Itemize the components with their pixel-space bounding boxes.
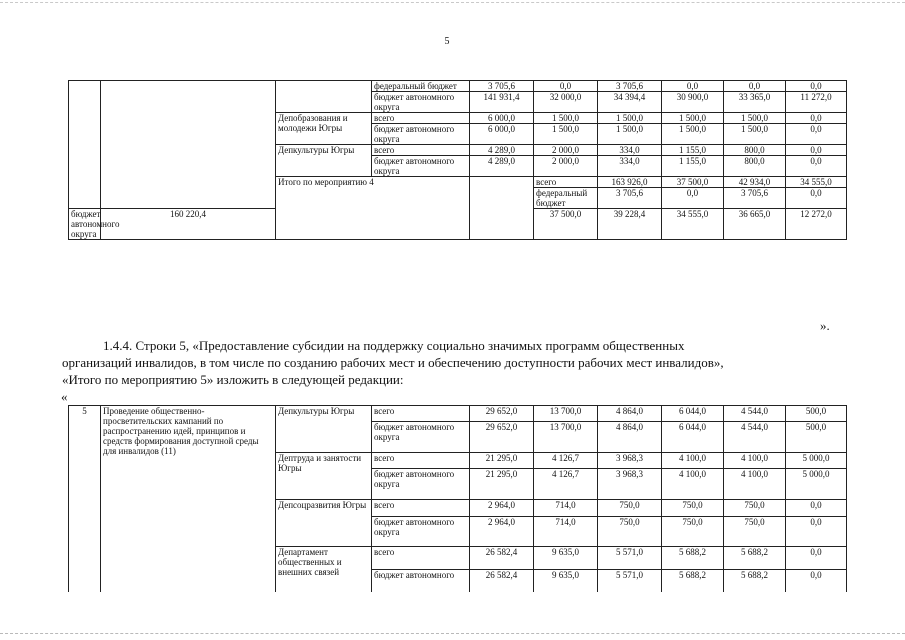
amount-cell: 750,0 — [724, 516, 786, 547]
funding-source-cell: федеральный бюджет — [534, 188, 598, 209]
amount-cell: 0,0 — [534, 81, 598, 92]
amount-cell: 0,0 — [786, 188, 847, 209]
funding-source-cell: всего — [372, 406, 470, 422]
amount-cell: 714,0 — [534, 500, 598, 516]
table-row — [69, 406, 847, 422]
amount-cell: 11 272,0 — [786, 92, 847, 113]
department-cell — [276, 81, 372, 113]
department-cell: Департамент общественных и внешних связей — [276, 547, 372, 592]
funding-source-cell: бюджет автономного округа — [69, 209, 101, 240]
amount-cell: 163 926,0 — [598, 177, 662, 188]
funding-source-cell: всего — [372, 500, 470, 516]
amount-cell: 500,0 — [786, 406, 847, 422]
amount-cell: 160 220,4 — [101, 209, 276, 240]
total-label-cell: Итого по мероприятию 4 — [276, 177, 470, 240]
amount-cell: 39 228,4 — [598, 209, 662, 240]
amount-cell: 1 500,0 — [724, 113, 786, 124]
amount-cell: 3 705,6 — [598, 81, 662, 92]
amount-cell: 5 688,2 — [662, 570, 724, 592]
scan-edge-top — [0, 2, 905, 3]
amount-cell: 0,0 — [724, 81, 786, 92]
budget-table-continued — [68, 80, 847, 240]
funding-source-cell: бюджет автономного округа — [372, 156, 470, 177]
amount-cell: 3 705,6 — [470, 81, 534, 92]
amount-cell: 2 000,0 — [534, 156, 598, 177]
amount-cell: 2 964,0 — [470, 516, 534, 547]
amount-cell: 0,0 — [786, 570, 847, 592]
amount-cell: 4 100,0 — [662, 453, 724, 469]
department-cell: Депкультуры Югры — [276, 406, 372, 453]
amount-cell: 4 100,0 — [662, 469, 724, 500]
amendment-paragraph-line-2: организаций инвалидов, в том числе по созданию рабочих мест и обеспечению доступности рабочих мест инвалидов», — [62, 355, 724, 370]
amount-cell: 750,0 — [598, 500, 662, 516]
amount-cell: 141 931,4 — [470, 92, 534, 113]
amount-cell: 9 635,0 — [534, 570, 598, 592]
amount-cell: 0,0 — [786, 113, 847, 124]
amount-cell: 6 044,0 — [662, 422, 724, 453]
amount-cell: 1 500,0 — [534, 124, 598, 145]
funding-source-cell: всего — [372, 145, 470, 156]
table-row — [69, 81, 847, 92]
amount-cell: 13 700,0 — [534, 422, 598, 453]
amount-cell: 4 289,0 — [470, 145, 534, 156]
page-number: 5 — [444, 36, 450, 47]
amount-cell: 500,0 — [786, 422, 847, 453]
amount-cell: 0,0 — [786, 500, 847, 516]
funding-source-cell: бюджет автономного — [372, 570, 470, 592]
amount-cell: 5 000,0 — [786, 469, 847, 500]
amount-cell: 2 000,0 — [534, 145, 598, 156]
event-name-cell — [101, 81, 276, 209]
amount-cell: 42 934,0 — [724, 177, 786, 188]
amount-cell: 5 688,2 — [724, 570, 786, 592]
amount-cell: 750,0 — [662, 516, 724, 547]
amount-cell: 26 582,4 — [470, 547, 534, 570]
amount-cell: 4 544,0 — [724, 406, 786, 422]
amount-cell: 5 571,0 — [598, 547, 662, 570]
funding-source-cell: всего — [372, 453, 470, 469]
amount-cell: 34 555,0 — [786, 177, 847, 188]
budget-table-new-edition — [68, 405, 847, 592]
amount-cell: 3 968,3 — [598, 453, 662, 469]
amount-cell: 4 864,0 — [598, 422, 662, 453]
amount-cell: 4 100,0 — [724, 453, 786, 469]
amount-cell: 1 155,0 — [662, 145, 724, 156]
amount-cell: 4 544,0 — [724, 422, 786, 453]
amount-cell: 1 500,0 — [534, 113, 598, 124]
amount-cell: 2 964,0 — [470, 500, 534, 516]
amount-cell: 29 652,0 — [470, 406, 534, 422]
amount-cell: 36 665,0 — [724, 209, 786, 240]
department-cell: Дептруда и занятости Югры — [276, 453, 372, 500]
amount-cell: 21 295,0 — [470, 469, 534, 500]
amount-cell: 4 126,7 — [534, 453, 598, 469]
funding-source-cell: всего — [372, 113, 470, 124]
amount-cell: 334,0 — [598, 156, 662, 177]
amount-cell: 1 155,0 — [662, 156, 724, 177]
funding-source-cell: бюджет автономного округа — [372, 422, 470, 453]
amount-cell: 5 688,2 — [724, 547, 786, 570]
amendment-paragraph-line-3: «Итого по мероприятию 5» изложить в следующей редакции: — [62, 372, 404, 387]
amount-cell: 30 900,0 — [662, 92, 724, 113]
amount-cell: 5 688,2 — [662, 547, 724, 570]
department-cell: Депобразования и молодежи Югры — [276, 113, 372, 145]
amount-cell: 5 000,0 — [786, 453, 847, 469]
row-number-cell: 5 — [69, 406, 101, 593]
amount-cell: 0,0 — [786, 156, 847, 177]
amount-cell: 0,0 — [786, 124, 847, 145]
amount-cell: 33 365,0 — [724, 92, 786, 113]
funding-source-cell: бюджет автономного округа — [372, 92, 470, 113]
amount-cell: 34 555,0 — [662, 209, 724, 240]
row-number-cell — [69, 81, 101, 209]
amount-cell: 0,0 — [786, 547, 847, 570]
amount-cell: 12 272,0 — [786, 209, 847, 240]
amount-cell: 5 571,0 — [598, 570, 662, 592]
amount-cell: 1 500,0 — [662, 124, 724, 145]
amount-cell: 4 126,7 — [534, 469, 598, 500]
amendment-paragraph-line-1: 1.4.4. Строки 5, «Предоставление субсидии на поддержку социально значимых программ общественных — [103, 338, 685, 353]
event-name-cell: Проведение общественно-просветительских кампаний по распространению идей, принципов и средств формирования доступной среды для инвалидов (11) — [101, 406, 276, 593]
amount-cell: 9 635,0 — [534, 547, 598, 570]
amount-cell: 334,0 — [598, 145, 662, 156]
amount-cell: 1 500,0 — [598, 124, 662, 145]
amount-cell: 37 500,0 — [662, 177, 724, 188]
department-cell: Депсоцразвития Югры — [276, 500, 372, 547]
amount-cell: 750,0 — [724, 500, 786, 516]
total-department-cell — [470, 177, 534, 240]
amount-cell: 800,0 — [724, 156, 786, 177]
funding-source-cell: бюджет автономного округа — [372, 516, 470, 547]
amount-cell: 0,0 — [786, 81, 847, 92]
department-cell: Депкультуры Югры — [276, 145, 372, 177]
scan-edge-bottom — [0, 633, 905, 634]
opening-quote: « — [61, 389, 68, 404]
amount-cell: 13 700,0 — [534, 406, 598, 422]
amount-cell: 26 582,4 — [470, 570, 534, 592]
amount-cell: 750,0 — [662, 500, 724, 516]
amount-cell: 3 968,3 — [598, 469, 662, 500]
amount-cell: 800,0 — [724, 145, 786, 156]
funding-source-cell: бюджет автономного округа — [372, 124, 470, 145]
amount-cell: 0,0 — [662, 81, 724, 92]
amount-cell: 0,0 — [786, 516, 847, 547]
amount-cell: 714,0 — [534, 516, 598, 547]
amount-cell: 6 000,0 — [470, 113, 534, 124]
funding-source-cell: федеральный бюджет — [372, 81, 470, 92]
amount-cell: 1 500,0 — [598, 113, 662, 124]
closing-quote: ». — [820, 318, 830, 333]
amount-cell: 6 044,0 — [662, 406, 724, 422]
funding-source-cell: всего — [534, 177, 598, 188]
amount-cell: 3 705,6 — [724, 188, 786, 209]
amount-cell: 34 394,4 — [598, 92, 662, 113]
funding-source-cell: бюджет автономного округа — [372, 469, 470, 500]
amount-cell: 4 289,0 — [470, 156, 534, 177]
funding-source-cell: всего — [372, 547, 470, 570]
amount-cell: 29 652,0 — [470, 422, 534, 453]
amount-cell: 0,0 — [662, 188, 724, 209]
amount-cell: 3 705,6 — [598, 188, 662, 209]
amount-cell: 32 000,0 — [534, 92, 598, 113]
amount-cell: 4 864,0 — [598, 406, 662, 422]
amount-cell: 0,0 — [786, 145, 847, 156]
amount-cell: 750,0 — [598, 516, 662, 547]
amount-cell: 4 100,0 — [724, 469, 786, 500]
amount-cell: 1 500,0 — [662, 113, 724, 124]
amount-cell: 21 295,0 — [470, 453, 534, 469]
amount-cell: 6 000,0 — [470, 124, 534, 145]
amount-cell: 1 500,0 — [724, 124, 786, 145]
amount-cell: 37 500,0 — [534, 209, 598, 240]
